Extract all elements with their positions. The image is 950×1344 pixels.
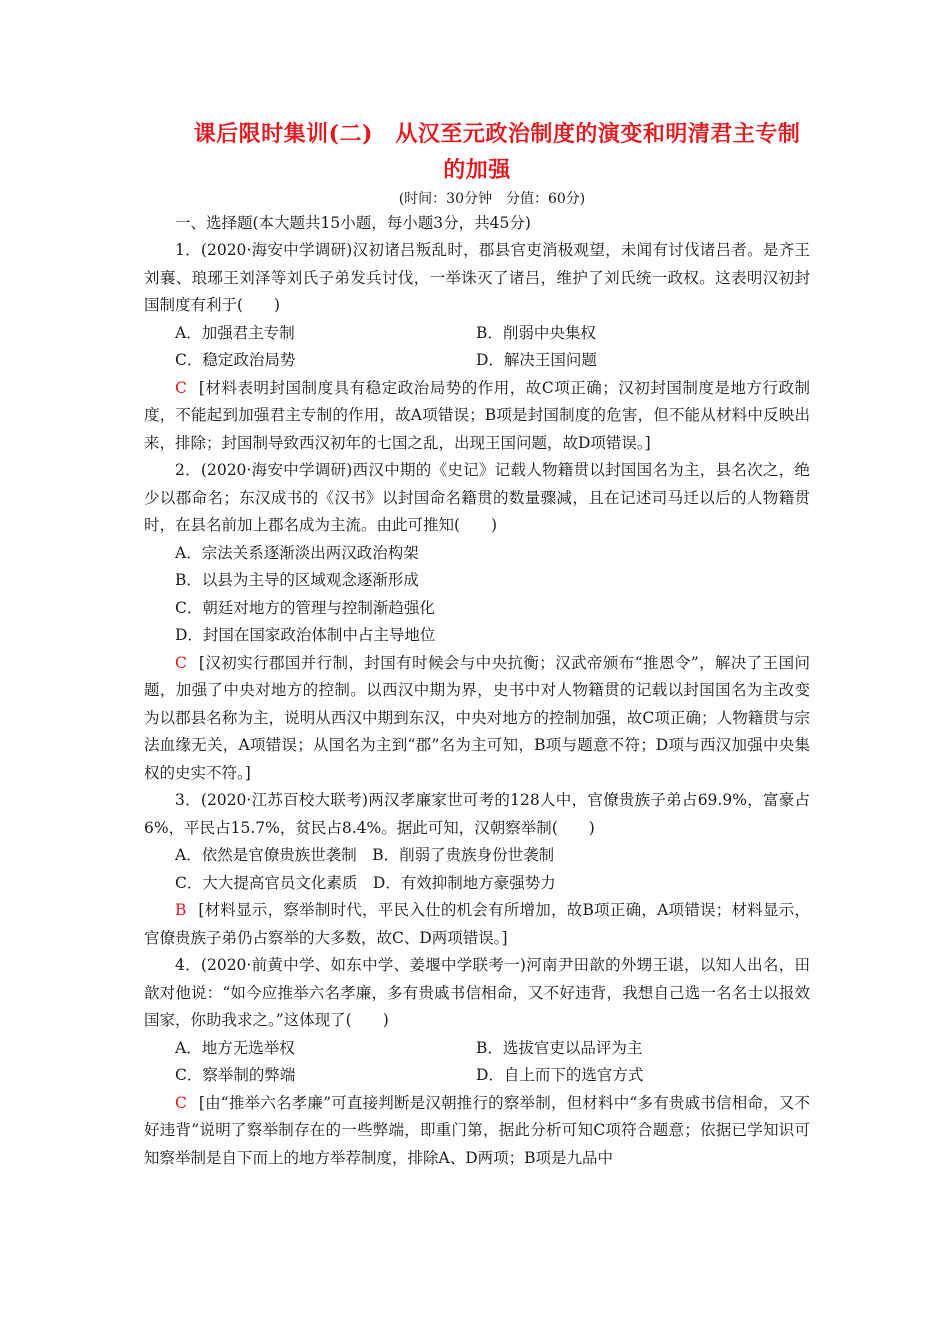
question-1-options-cd [144, 347, 810, 375]
question-3-options-cd: C．大大提高官员文化素质 D．有效抑制地方豪强势力 [175, 873, 556, 892]
question-2-option-a: A．宗法关系逐渐淡出两汉政治构架 [175, 543, 419, 562]
document-page [144, 116, 810, 1172]
question-4-option-c: C．察举制的弊端 [175, 1066, 296, 1084]
question-1-options-ab [144, 320, 810, 348]
question-4-explanation-text: [由“推举六名孝廉”可直接判断是汉朝推行的察举制，但材料中“多有贵戚书信相命，又不好违背”说明了察举制存在的一些弊端，即重门第，据此分析可知C项符合题意；依据已学知识可知察举制是自下而上的地方举荐制度，排除A、D两项；B项是九品中 [144, 1093, 810, 1167]
title-line-2: 的加强 [443, 157, 511, 183]
question-2-stem: 2．(2020·海安中学调研)西汉中期的《史记》记载人物籍贯以封国国名为主，县名次之，绝少以郡命名；东汉成书的《汉书》以封国命名籍贯的数量骤减，且在记述司马迁以后的人物籍贯时，在县名前加上郡名成为主流。由此可推知( ) [144, 461, 810, 534]
question-3-explanation-text: [材料显示，察举制时代，平民入仕的机会有所增加，故B项正确，A项错误；材料显示，官僚贵族子弟仍占察举的大多数，故C、D两项错误。] [144, 901, 810, 947]
question-1-explanation [144, 375, 810, 458]
question-2-answer: C [175, 653, 187, 672]
question-4-options-ab [144, 1035, 810, 1063]
question-2-explanation-text: [汉初实行郡国并行制，封国有时候会与中央抗衡；汉武帝颁布“推恩令”，解决了王国问题，加强了中央对地方的控制。以西汉中期为界，史书中对人物籍贯的记载以封国国名为主改变为以郡县名称为主，说明从西汉中期到东汉，中央对地方的控制加强，故C项正确；人物籍贯与宗法血缘无关，A项错误；从国名为主到“郡”名为主可知，B项与题意不符；D项与西汉加强中央集权的史实不符。] [144, 653, 810, 782]
question-4-stem: 4．(2020·前黄中学、如东中学、姜堰中学联考一)河南尹田歆的外甥王谌，以知人出名，田歆对他说：“如今应推举六名孝廉，多有贵戚书信相命，又不好违背，我想自己选一名名士以报效国家，你助我求之。”这体现了( ) [144, 956, 810, 1029]
question-1-option-a: A．加强君主专制 [175, 323, 295, 342]
question-4-options-cd [144, 1062, 810, 1090]
title-line-1: 课后限时集训(二) 从汉至元政治制度的演变和明清君主专制 [193, 121, 801, 147]
question-2-option-c: C．朝廷对地方的管理与控制渐趋强化 [175, 598, 435, 617]
question-4-option-b: B．选拔官吏以品评为主 [476, 1038, 643, 1057]
question-1-explanation-text: [材料表明封国制度具有稳定政治局势的作用，故C项正确；汉初封国制度是地方行政制度，不能起到加强君主专制的作用，故A项错误；B项是封国制度的危害，但不能从材料中反映出来，排除；封国制导致西汉初年的七国之乱，出现王国问题，故D项错误。] [144, 378, 810, 452]
question-1-option-d: D．解决王国问题 [476, 351, 597, 369]
question-1-stem: 1．(2020·海安中学调研)汉初诸吕叛乱时，郡县官吏消极观望，未闻有讨伐诸吕者。是齐王刘襄、琅琊王刘泽等刘氏子弟发兵讨伐，一举诛灭了诸吕，维护了刘氏统一政权。这表明汉初封国制度有利于( ) [144, 241, 810, 314]
question-3-answer: B [175, 901, 187, 919]
section-heading: 一、选择题(本大题共15小题，每小题3分，共45分) [175, 214, 531, 232]
question-1-option-c: C．稳定政治局势 [175, 351, 296, 369]
question-1-answer: C [175, 378, 187, 397]
question-3-options-ab: A．依然是官僚贵族世袭制 B．削弱了贵族身份世袭制 [175, 846, 555, 864]
question-3-explanation [144, 897, 810, 952]
question-1-option-b: B．削弱中央集权 [476, 323, 596, 342]
question-4-answer: C [175, 1093, 187, 1112]
time-score-info: (时间：30分钟 分值：60分) [398, 191, 586, 207]
question-2-option-d: D．封国在国家政治体制中占主导地位 [175, 626, 436, 644]
question-2-option-b: B．以县为主导的区域观念逐渐形成 [175, 571, 419, 589]
question-4-option-a: A．地方无选举权 [175, 1038, 295, 1057]
question-4-option-d: D．自上而下的选官方式 [476, 1066, 644, 1084]
question-2-explanation [144, 650, 810, 788]
question-4-explanation [144, 1090, 810, 1173]
question-3-stem: 3．(2020·江苏百校大联考)两汉孝廉家世可考的128人中，官僚贵族子弟占69.9%，富豪占6%，平民占15.7%，贫民占8.4%。据此可知，汉朝察举制( ) [144, 791, 810, 837]
page-title [144, 116, 810, 188]
